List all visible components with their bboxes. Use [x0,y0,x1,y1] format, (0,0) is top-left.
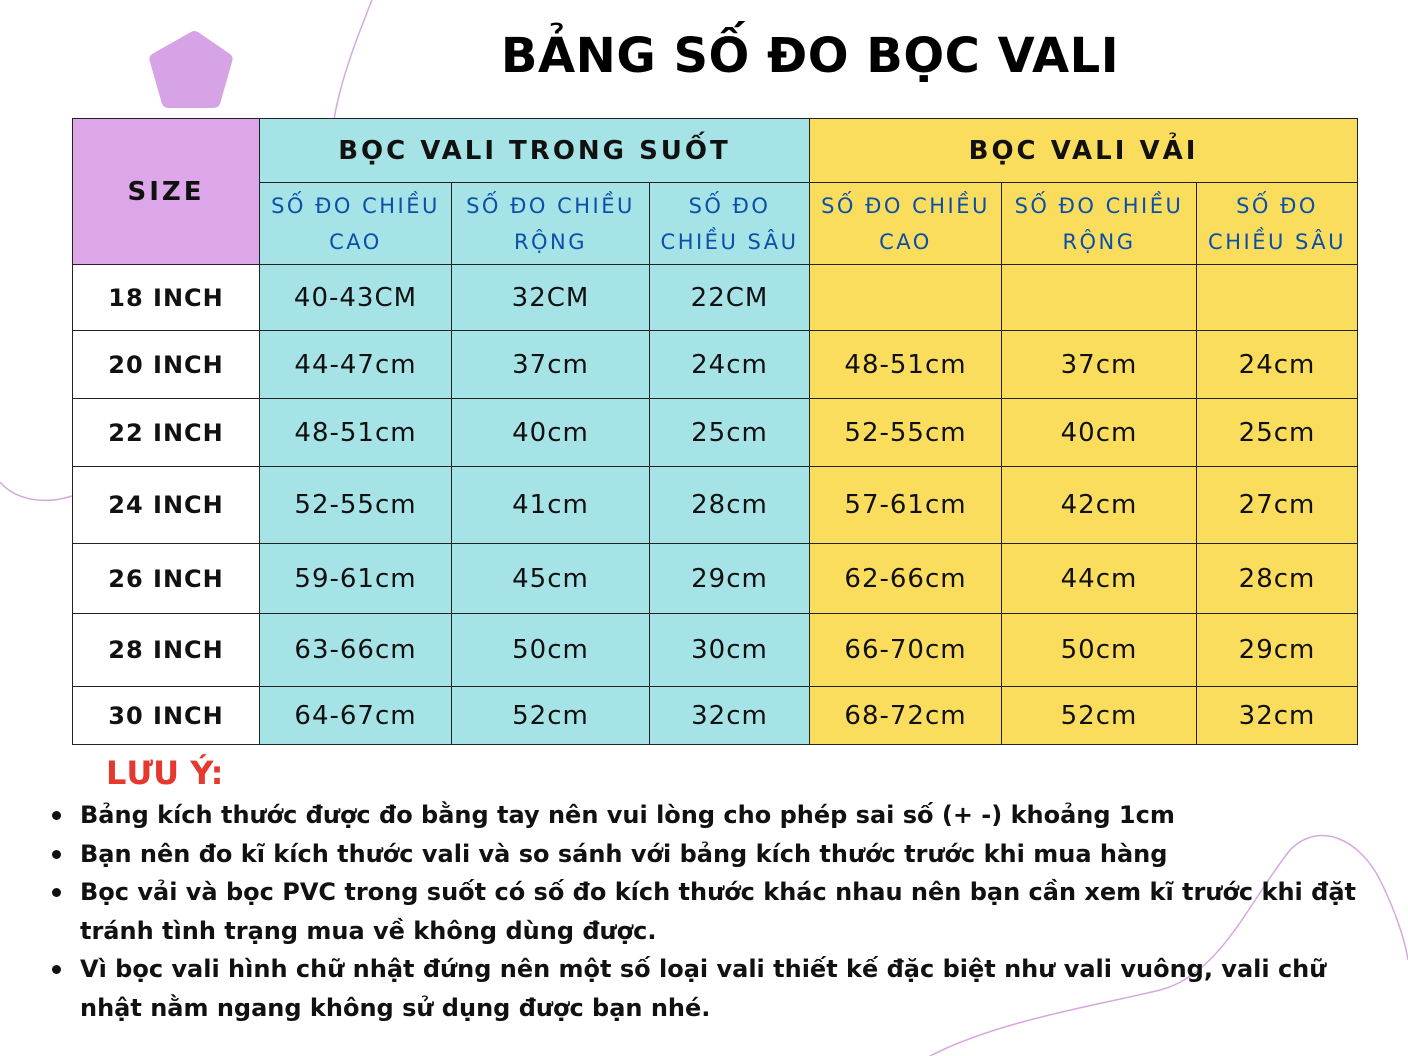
notes-title: LƯU Ý: [106,754,224,792]
sub-header-depth: SỐ ĐO CHIỀU SÂU [1197,183,1358,265]
group-header-fabric: BỌC VALI VẢI [810,119,1358,183]
sub-header-width: SỐ ĐO CHIỀU RỘNG [452,183,650,265]
row-size-label: 28 INCH [73,614,260,687]
row-size-label: 24 INCH [73,467,260,544]
table-cell: 24cm [1197,331,1358,399]
table-cell: 28cm [1197,544,1358,614]
size-header: SIZE [73,119,260,265]
table-cell: 27cm [1197,467,1358,544]
table-cell: 59-61cm [260,544,452,614]
table-cell: 25cm [1197,399,1358,467]
table-row [73,687,1358,745]
bullet-icon [52,965,61,974]
table-cell: 37cm [1002,331,1197,399]
row-size-label: 30 INCH [73,687,260,745]
table-cell: 50cm [452,614,650,687]
table-cell: 44-47cm [260,331,452,399]
table-row [73,467,1358,544]
table-cell [1002,265,1197,331]
table-cell: 24cm [650,331,810,399]
table-cell: 29cm [1197,614,1358,687]
table-cell: 62-66cm [810,544,1002,614]
table-cell: 44cm [1002,544,1197,614]
table-cell [1197,265,1358,331]
table-cell: 52-55cm [260,467,452,544]
table-cell: 41cm [452,467,650,544]
note-text: Bảng kích thước được đo bằng tay nên vui lòng cho phép sai số (+ -) khoảng 1cm [80,801,1175,829]
table-cell: 30cm [650,614,810,687]
sub-header-width: SỐ ĐO CHIỀU RỘNG [1002,183,1197,265]
table-cell: 52-55cm [810,399,1002,467]
bullet-icon [52,811,61,820]
note-item [48,950,1388,1027]
table-cell: 68-72cm [810,687,1002,745]
row-size-label: 20 INCH [73,331,260,399]
table-cell: 64-67cm [260,687,452,745]
table-cell: 40cm [1002,399,1197,467]
table-row [73,331,1358,399]
table-cell [810,265,1002,331]
note-item [48,873,1388,950]
table-cell: 22CM [650,265,810,331]
table-cell: 32cm [1197,687,1358,745]
sub-header-height: SỐ ĐO CHIỀU CAO [260,183,452,265]
table-cell: 32cm [650,687,810,745]
table-cell: 28cm [650,467,810,544]
row-size-label: 18 INCH [73,265,260,331]
table-cell: 52cm [1002,687,1197,745]
bullet-icon [52,888,61,897]
note-text: Vì bọc vali hình chữ nhật đứng nên một số loại vali thiết kế đặc biệt như vali vuông, vali chữ nhật nằm ngang không sử dụng được bạn nhé. [80,955,1327,1022]
table-cell: 50cm [1002,614,1197,687]
size-table [72,118,1358,745]
sub-header-depth: SỐ ĐO CHIỀU SÂU [650,183,810,265]
row-size-label: 26 INCH [73,544,260,614]
note-item [48,796,1388,835]
note-item [48,835,1388,874]
page-title: BẢNG SỐ ĐO BỌC VALI [500,28,1120,84]
table-cell: 63-66cm [260,614,452,687]
table-cell: 40-43CM [260,265,452,331]
decorative-curve-top [334,0,372,120]
table-cell: 48-51cm [810,331,1002,399]
bullet-icon [52,850,61,859]
note-text: Bạn nên đo kĩ kích thước vali và so sánh với bảng kích thước trước khi mua hàng [80,839,1168,868]
sub-header-height: SỐ ĐO CHIỀU CAO [810,183,1002,265]
pentagon-decoration-icon [146,28,236,112]
table-cell: 25cm [650,399,810,467]
table-cell: 48-51cm [260,399,452,467]
table-row [73,614,1358,687]
table-cell: 37cm [452,331,650,399]
table-cell: 52cm [452,687,650,745]
table-cell: 40cm [452,399,650,467]
table-cell: 57-61cm [810,467,1002,544]
table-cell: 32CM [452,265,650,331]
decorative-curve-left [0,482,72,500]
note-text: Bọc vải và bọc PVC trong suốt có số đo kích thước khác nhau nên bạn cần xem kĩ trước khi đặt tránh tình trạng mua về không dùng được. [80,878,1356,945]
table-cell: 42cm [1002,467,1197,544]
table-cell: 45cm [452,544,650,614]
notes-list [48,796,1388,1027]
table-cell: 29cm [650,544,810,614]
sub-header-row [73,183,1358,265]
table-row [73,399,1358,467]
table-row [73,265,1358,331]
table-cell: 66-70cm [810,614,1002,687]
group-header-transparent: BỌC VALI TRONG SUỐT [260,119,810,183]
row-size-label: 22 INCH [73,399,260,467]
table-row [73,544,1358,614]
